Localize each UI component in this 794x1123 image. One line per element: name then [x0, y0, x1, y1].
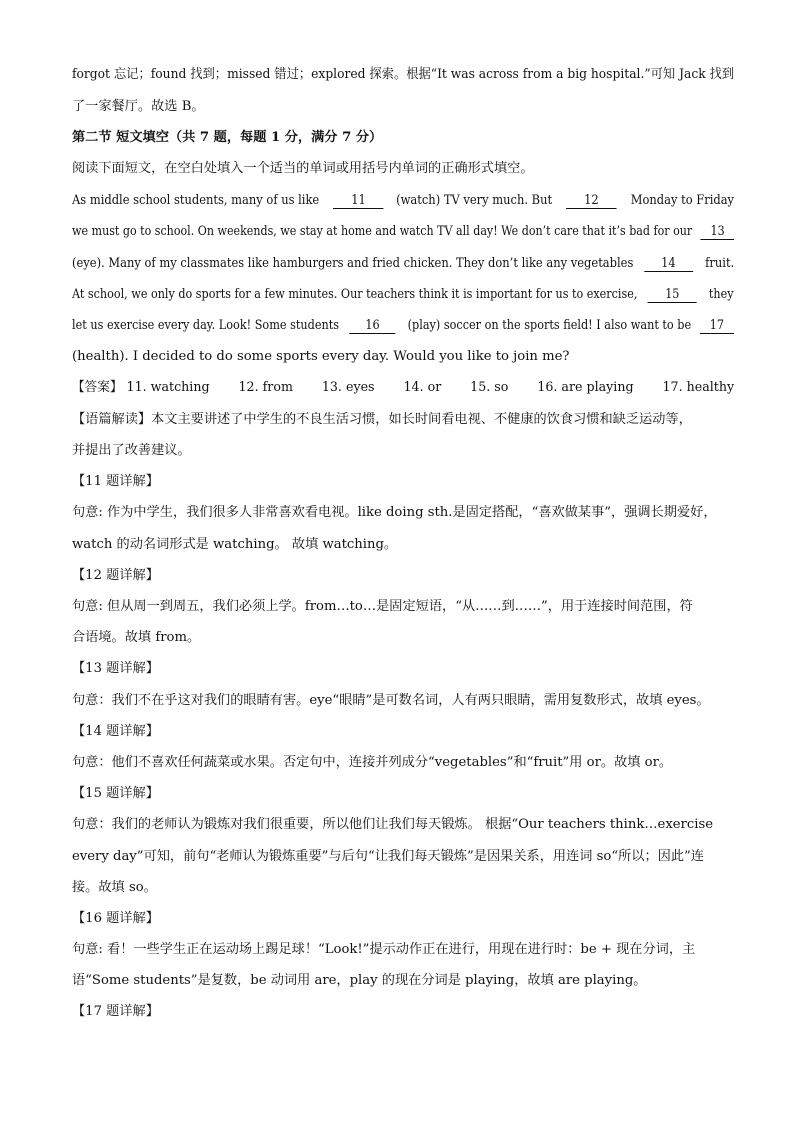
passage-line-2 — [72, 223, 734, 241]
q12-line-2: 合语境。故填 from。 — [72, 630, 201, 645]
passage-text: we must go to school. On weekends, we stay at home and watch TV all day! We don’t care that it’s bad for our — [72, 224, 693, 239]
q12-line-1: 句意: 但从周一到周五，我们必须上学。from…to…是固定短语，“从……到……”，用于连接时间范围，符 — [72, 599, 693, 614]
passage-line-4 — [72, 286, 734, 304]
q15-line-1: 句意：我们的老师认为锻炼对我们很重要，所以他们让我们每天锻炼。 根据“Our teachers think…exercise — [72, 817, 714, 832]
passage-text: At school, we only do sports for a few minutes. Our teachers think it is important for us to exercise, — [72, 287, 638, 302]
answer-line — [72, 379, 734, 397]
q15-line-2: every day”可知，前句“老师认为锻炼重要”与后句“让我们每天锻炼”是因果关系，用连词 so“所以；因此”连 — [72, 849, 704, 864]
summary-line-2: 并提出了改善建议。 — [72, 443, 191, 458]
q11-heading: 【11 题详解】 — [72, 474, 159, 489]
section-instruction: 阅读下面短文，在空白处填入一个适当的单词或用括号内单词的正确形式填空。 — [72, 161, 534, 176]
intro-line-1: forgot 忘记；found 找到；missed 错过；explored 探索。根据“It was across from a big hospital.”可知 Jack 找到 — [72, 67, 735, 82]
passage-line-5 — [72, 317, 734, 335]
q15-heading: 【15 题详解】 — [72, 786, 159, 801]
passage-text: let us exercise every day. Look! Some students — [72, 318, 340, 333]
passage-text: (play) soccer on the sports field! I also want to be — [407, 318, 692, 333]
answer-item: 11. watching — [126, 380, 210, 395]
q11-line-2: watch 的动名词形式是 watching。 故填 watching。 — [72, 537, 398, 552]
q12-heading: 【12 题详解】 — [72, 568, 159, 583]
passage-line-1 — [72, 192, 734, 210]
passage-text: Monday to Friday — [630, 193, 735, 208]
q14-heading: 【14 题详解】 — [72, 724, 159, 739]
q13-line-1: 句意：我们不在乎这对我们的眼睛有害。eye“眼睛”是可数名词，人有两只眼睛，需用复数形式，故填 eyes。 — [72, 693, 710, 708]
blank-13: 13 — [701, 224, 735, 240]
answer-item: 12. from — [238, 380, 293, 395]
section-title: 第二节 短文填空（共 7 题，每题 1 分，满分 7 分） — [72, 130, 383, 145]
q16-heading: 【16 题详解】 — [72, 911, 159, 926]
answer-item: 13. eyes — [321, 380, 375, 395]
q17-heading: 【17 题详解】 — [72, 1004, 159, 1019]
blank-17: 17 — [700, 318, 734, 334]
passage-text: (watch) TV very much. But — [396, 193, 553, 208]
answer-label: 【答案】 — [72, 380, 123, 395]
answer-item: 16. are playing — [537, 380, 634, 395]
passage-text: (eye). Many of my classmates like hamburgers and fried chicken. They don’t like any vegetables — [72, 256, 634, 271]
blank-11: 11 — [333, 193, 383, 209]
passage-text: As middle school students, many of us like — [72, 193, 320, 208]
intro-line-2: 了一家餐厅。故选 B。 — [72, 99, 205, 114]
q13-heading: 【13 题详解】 — [72, 661, 159, 676]
passage-text: they — [708, 287, 734, 302]
answer-item: 15. so — [470, 380, 509, 395]
blank-16: 16 — [349, 318, 395, 334]
passage-line-3 — [72, 255, 734, 273]
passage-text: fruit. — [705, 256, 735, 271]
q15-line-3: 接。故填 so。 — [72, 880, 157, 895]
summary-line-1: 【语篇解读】本文主要讲述了中学生的不良生活习惯，如长时间看电视、不健康的饮食习惯和缺乏运动等， — [72, 412, 692, 427]
q16-line-1: 句意: 看！一些学生正在运动场上踢足球！“Look!”提示动作正在进行，用现在进行时：be + 现在分词，主 — [72, 942, 696, 957]
blank-12: 12 — [566, 193, 616, 209]
q14-line-1: 句意：他们不喜欢任何蔬菜或水果。否定句中，连接并列成分“vegetables”和“fruit”用 or。故填 or。 — [72, 755, 673, 770]
blank-15: 15 — [648, 287, 697, 303]
passage-line-6: (health). I decided to do some sports every day. Would you like to join me? — [72, 349, 570, 364]
answer-item: 14. or — [403, 380, 442, 395]
answer-item: 17. healthy — [662, 380, 735, 395]
blank-14: 14 — [644, 256, 693, 272]
q16-line-2: 语“Some students”是复数，be 动词用 are，play 的现在分词是 playing，故填 are playing。 — [72, 973, 647, 988]
q11-line-1: 句意: 作为中学生，我们很多人非常喜欢看电视。like doing sth.是固定搭配，“喜欢做某事”，强调长期爱好， — [72, 505, 717, 520]
